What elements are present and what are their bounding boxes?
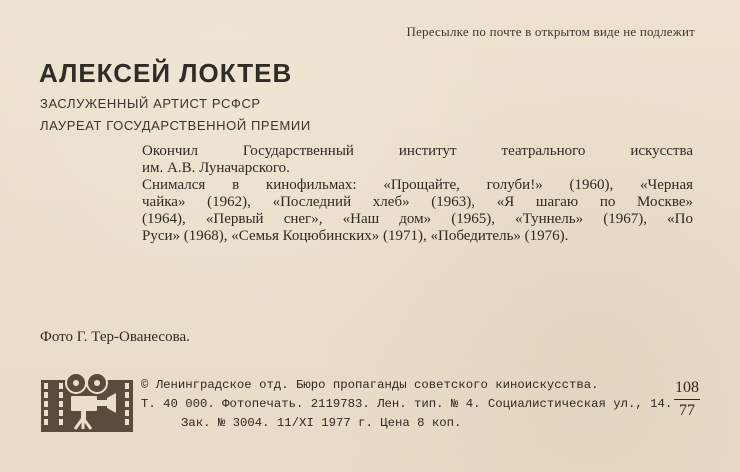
bio-line-1: Окончил Государственный институт театрального искусства (142, 143, 693, 159)
catalog-code-divider (674, 399, 700, 400)
mailing-notice: Пересылке по почте в открытом виде не подлежит (406, 24, 695, 39)
biography (142, 143, 693, 245)
publisher-info (141, 376, 673, 433)
bio-line-4: чайка» (1962), «Последний хлеб» (1963), «Я шагаю по Москве» (142, 194, 693, 210)
honorary-title-1: ЗАСЛУЖЕННЫЙ АРТИСТ РСФСР (40, 96, 261, 111)
bio-line-2: им. А.В. Луначарского. (142, 160, 290, 176)
bio-line-3: Снимался в кинофильмах: «Прощайте, голуби!» (1960), «Черная (142, 177, 693, 193)
person-name: АЛЕКСЕЙ ЛОКТЕВ (39, 58, 293, 88)
bio-line-6: Руси» (1968), «Семья Коцюбинских» (1971), «Победитель» (1976). (142, 228, 569, 244)
publisher-line-2: Т. 40 000. Фотопечать. 2119783. Лен. тип. № 4. Социалистическая ул., 14. (141, 397, 673, 411)
bio-line-5: (1964), «Первый снег», «Наш дом» (1965), «Туннель» (1967), «По (142, 211, 693, 227)
catalog-code-bottom: 77 (679, 402, 695, 419)
film-camera-logo-icon (41, 371, 133, 432)
catalog-code (674, 379, 700, 420)
photo-credit: Фото Г. Тер-Ованесова. (40, 329, 190, 345)
honorary-title-2: ЛАУРЕАТ ГОСУДАРСТВЕННОЙ ПРЕМИИ (40, 118, 311, 133)
publisher-line-1: © Ленинградское отд. Бюро пропаганды советского киноискусства. (141, 378, 599, 392)
catalog-code-top: 108 (675, 379, 699, 396)
publisher-line-3: Зак. № 3004. 11/XI 1977 г. Цена 8 коп. (181, 416, 462, 430)
